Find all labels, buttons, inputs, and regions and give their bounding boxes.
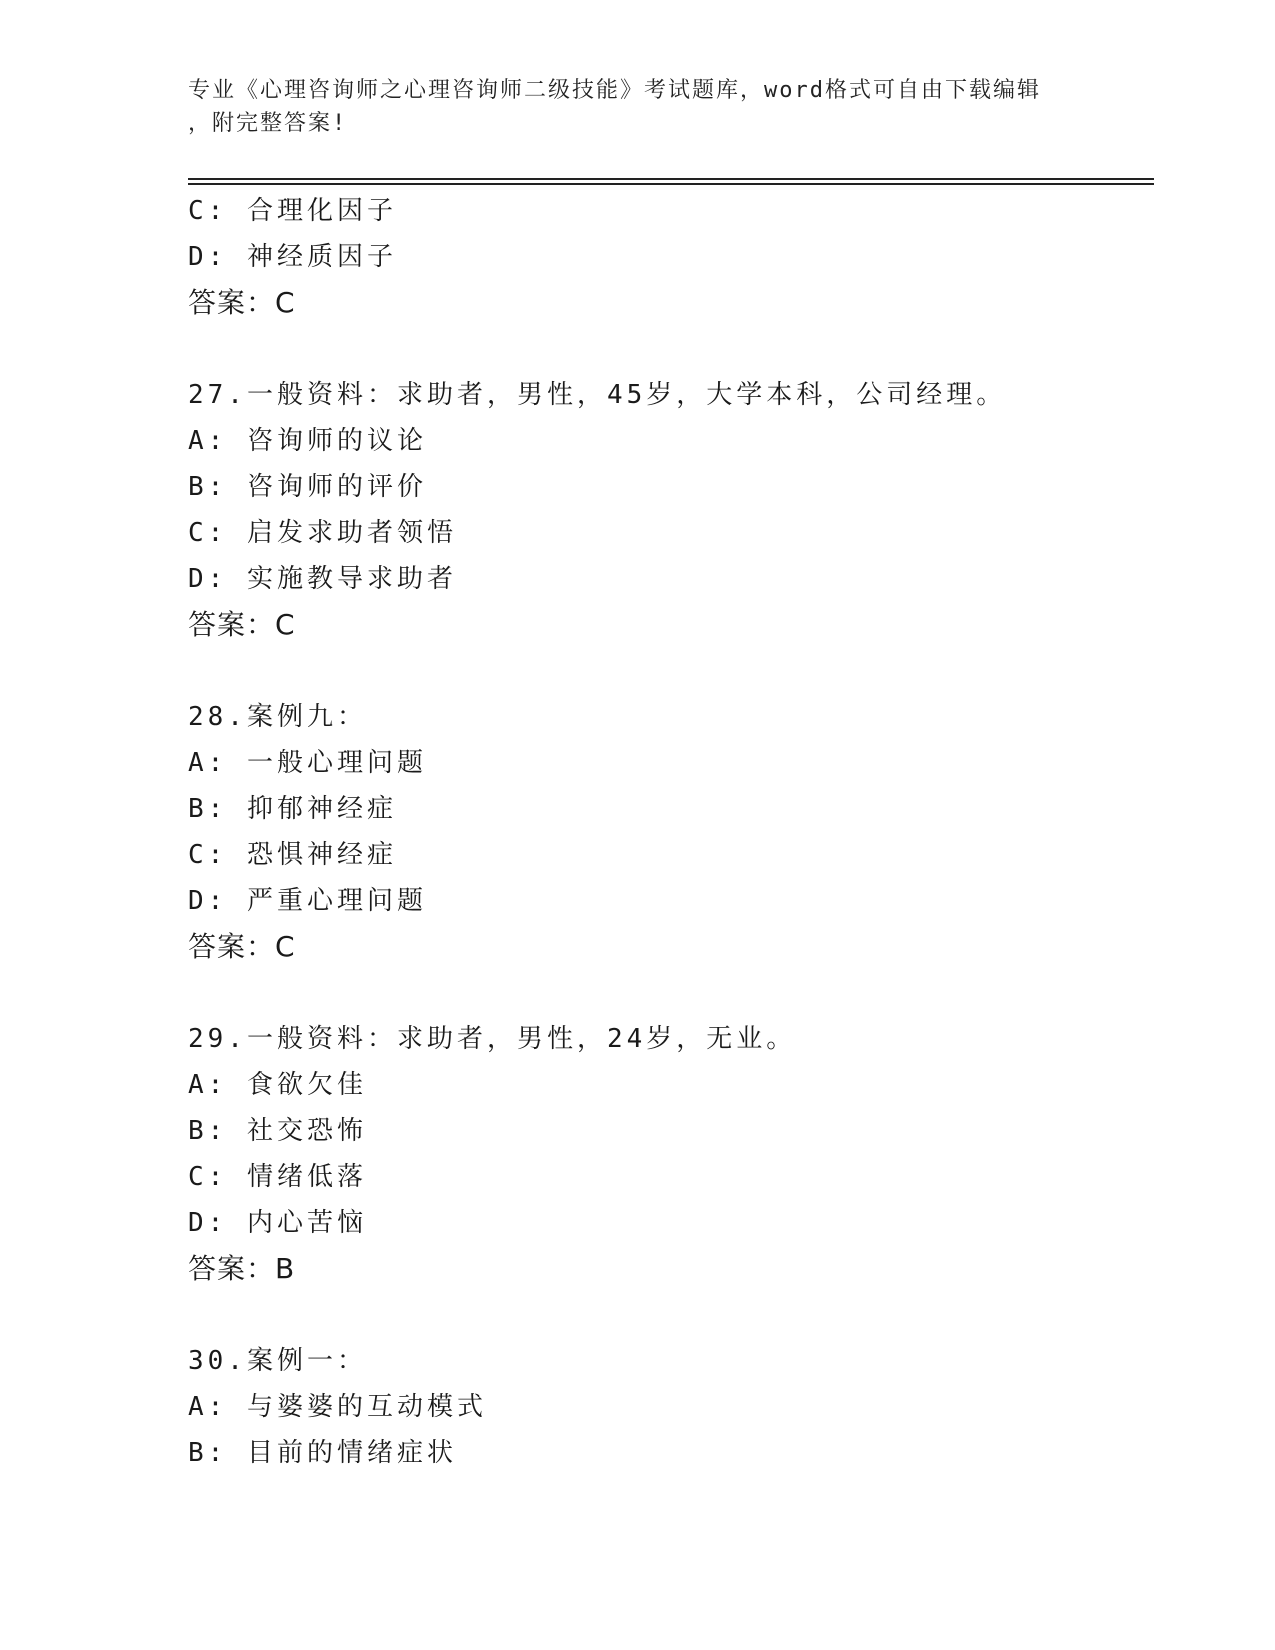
answer-line: 答案：C: [188, 930, 296, 963]
option-d: D: 内心苦恼: [188, 1208, 367, 1238]
option-b: B: 咨询师的评价: [188, 472, 427, 502]
question-30: [188, 1338, 1154, 1476]
header-divider-top: [188, 178, 1154, 180]
option-a: A: 咨询师的议论: [188, 426, 427, 456]
header-line-2: ，附完整答案!: [188, 111, 348, 136]
document-header: [188, 74, 1088, 140]
question-27: [188, 372, 1154, 648]
option-a: A: 食欲欠佳: [188, 1070, 367, 1100]
question-26-continued: [188, 188, 1154, 326]
spacer: [188, 1292, 1154, 1338]
option-c: C: 恐惧神经症: [188, 840, 397, 870]
header-line-1: 专业《心理咨询师之心理咨询师二级技能》考试题库，word格式可自由下载编辑: [188, 78, 1041, 103]
spacer: [188, 326, 1154, 372]
header-divider-bottom: [188, 183, 1154, 185]
answer-line: 答案：B: [188, 1252, 296, 1285]
option-d: D: 实施教导求助者: [188, 564, 457, 594]
option-b: B: 目前的情绪症状: [188, 1438, 457, 1468]
option-d: D: 严重心理问题: [188, 886, 427, 916]
question-29: [188, 1016, 1154, 1292]
question-stem: 28.案例九：: [188, 702, 367, 732]
option-d: D: 神经质因子: [188, 242, 397, 272]
option-c: C: 情绪低落: [188, 1162, 367, 1192]
question-stem: 30.案例一：: [188, 1346, 367, 1376]
question-stem: 29.一般资料：求助者，男性，24岁，无业。: [188, 1024, 797, 1054]
option-c: C: 启发求助者领悟: [188, 518, 457, 548]
spacer: [188, 970, 1154, 1016]
option-b: B: 抑郁神经症: [188, 794, 397, 824]
question-stem: 27.一般资料：求助者，男性，45岁，大学本科，公司经理。: [188, 380, 1007, 410]
option-b: B: 社交恐怖: [188, 1116, 367, 1146]
answer-line: 答案：C: [188, 286, 296, 319]
question-list: [188, 188, 1154, 1476]
option-c: C: 合理化因子: [188, 196, 397, 226]
answer-line: 答案：C: [188, 608, 296, 641]
spacer: [188, 648, 1154, 694]
option-a: A: 与婆婆的互动模式: [188, 1392, 487, 1422]
question-28: [188, 694, 1154, 970]
option-a: A: 一般心理问题: [188, 748, 427, 778]
